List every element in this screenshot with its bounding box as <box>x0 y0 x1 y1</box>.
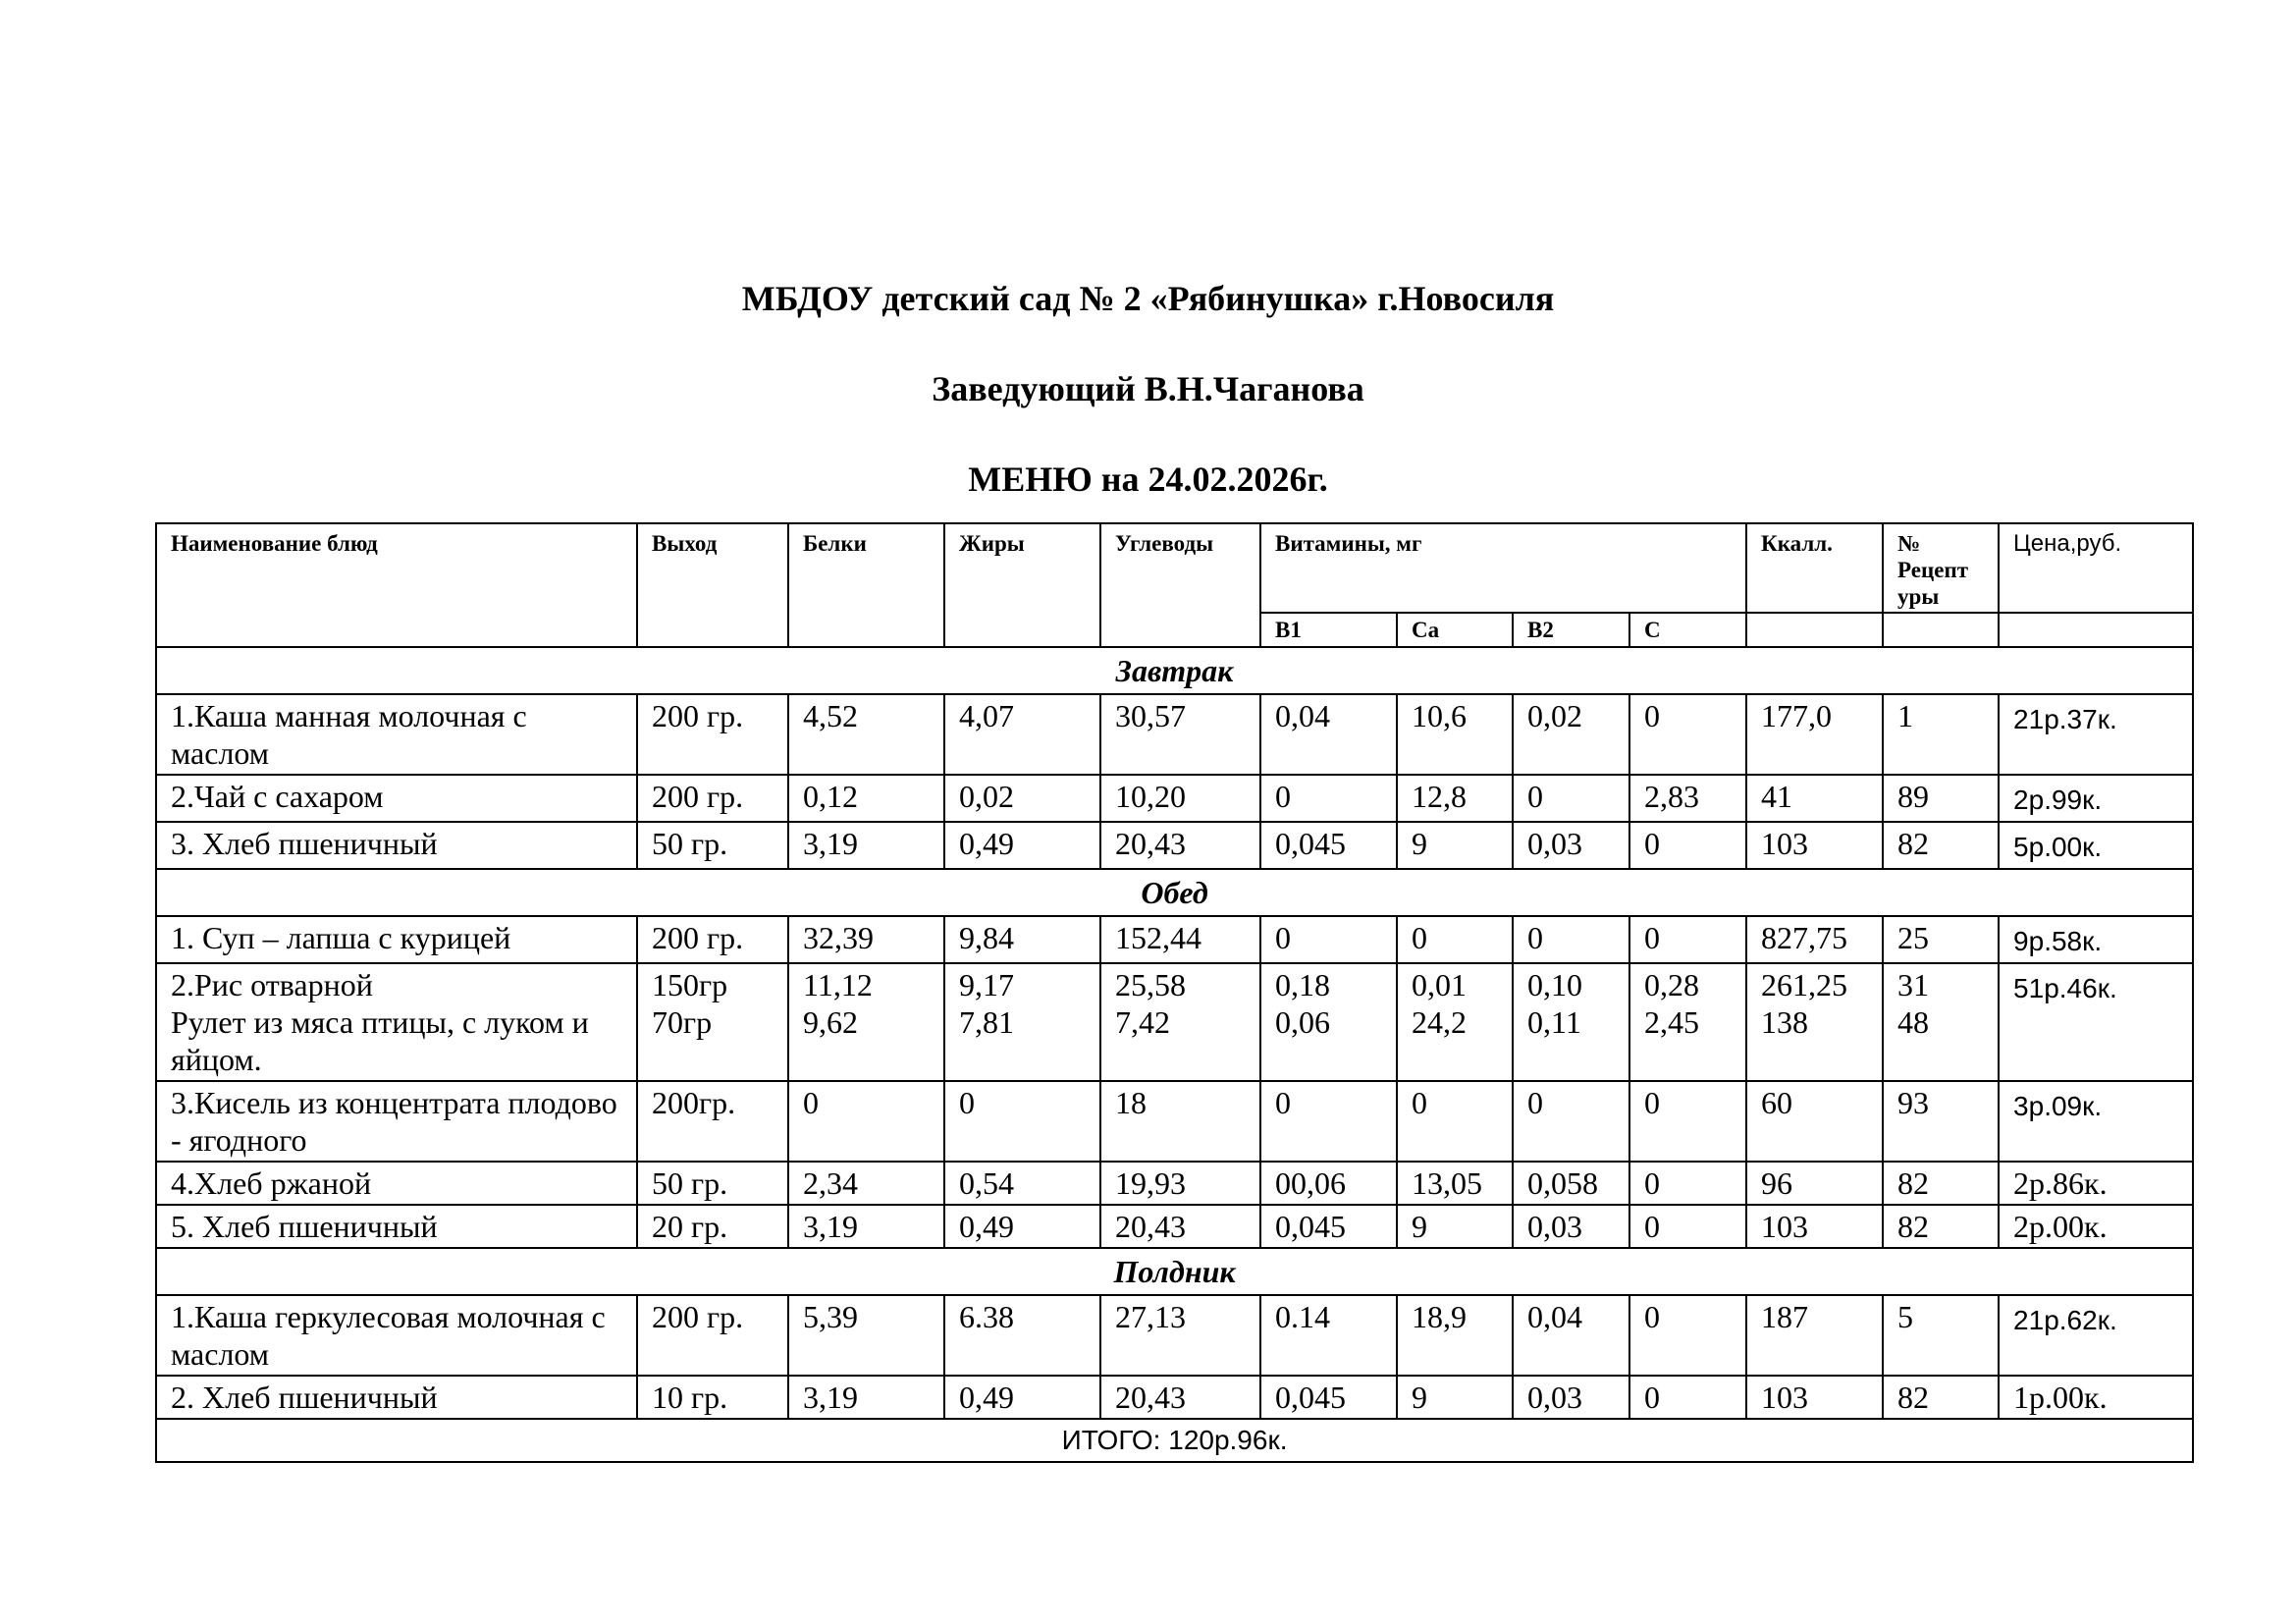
col-header-recipe: № Рецепт уры <box>1883 523 1999 613</box>
cell-line: 0,10 <box>1527 967 1582 1002</box>
cell-line: 1.Каша геркулесовая молочная с маслом <box>171 1299 606 1372</box>
cell-line: 9,17 <box>959 967 1014 1002</box>
cell-b2 <box>1513 1376 1629 1419</box>
cell-name <box>156 694 637 775</box>
cell-line: 2,45 <box>1644 1004 1699 1040</box>
cell-carbs <box>1100 963 1260 1081</box>
cell-line: 5,39 <box>803 1299 858 1334</box>
cell-line: 50 гр. <box>652 826 728 861</box>
cell-line: 0,28 <box>1644 967 1699 1002</box>
cell-line: 4,07 <box>959 698 1014 733</box>
section-title: Завтрак <box>156 647 2193 694</box>
cell-line: 0,03 <box>1527 1380 1582 1415</box>
cell-c <box>1629 822 1746 869</box>
cell-line: 20,43 <box>1115 826 1186 861</box>
cell-price: 5р.00к. <box>1999 822 2193 869</box>
cell-line: 0 <box>1527 920 1543 955</box>
cell-c <box>1629 1162 1746 1205</box>
cell-line: 24,2 <box>1412 1004 1467 1040</box>
cell-carbs <box>1100 916 1260 963</box>
cell-line: 9 <box>1412 1209 1427 1244</box>
cell-line: 10 гр. <box>652 1380 728 1415</box>
cell-line: 2.Чай с сахаром <box>171 779 384 814</box>
cell-price: 51р.46к. <box>1999 963 2193 1081</box>
cell-fat <box>944 1295 1100 1376</box>
cell-line: 187 <box>1761 1299 1809 1334</box>
cell-line: 13,05 <box>1412 1165 1482 1201</box>
cell-line: 0.14 <box>1275 1299 1330 1334</box>
cell-line: 3.Кисель из концентрата плодово - ягодного <box>171 1085 617 1158</box>
cell-line: 1. Суп – лапша с курицей <box>171 920 511 955</box>
col-header-price: Цена,руб. <box>1999 523 2193 613</box>
cell-kcal <box>1746 1376 1883 1419</box>
cell-line: 89 <box>1897 779 1930 814</box>
cell-ca <box>1397 1162 1513 1205</box>
cell-fat <box>944 775 1100 822</box>
menu-row <box>156 1376 2193 1419</box>
cell-b2 <box>1513 1295 1629 1376</box>
cell-price: 1р.00к. <box>1999 1376 2193 1419</box>
cell-name <box>156 1205 637 1248</box>
cell-recipe <box>1883 1295 1999 1376</box>
cell-b1 <box>1260 1081 1397 1162</box>
cell-output <box>637 822 788 869</box>
cell-line: 0,045 <box>1275 1209 1346 1244</box>
menu-row <box>156 1205 2193 1248</box>
cell-line: 0,12 <box>803 779 858 814</box>
org-title: МБДОУ детский сад № 2 «Рябинушка» г.Новосиля <box>741 279 1555 318</box>
cell-name <box>156 1376 637 1419</box>
section-title: Обед <box>156 869 2193 916</box>
cell-line: 2.Рис отварной <box>171 967 373 1002</box>
cell-line: 3. Хлеб пшеничный <box>171 826 438 861</box>
cell-name <box>156 1162 637 1205</box>
cell-carbs <box>1100 1376 1260 1419</box>
cell-b2 <box>1513 822 1629 869</box>
cell-line: 2,83 <box>1644 779 1699 814</box>
cell-line: 0 <box>1527 1085 1543 1120</box>
cell-c <box>1629 1295 1746 1376</box>
cell-ca <box>1397 1205 1513 1248</box>
cell-line: 0 <box>959 1085 975 1120</box>
cell-protein <box>788 916 944 963</box>
cell-price: 21р.62к. <box>1999 1295 2193 1376</box>
cell-fat <box>944 694 1100 775</box>
cell-c <box>1629 916 1746 963</box>
cell-protein <box>788 1205 944 1248</box>
cell-b1 <box>1260 1376 1397 1419</box>
cell-line: 3,19 <box>803 826 858 861</box>
col-header-price-sub <box>1999 613 2193 647</box>
cell-line: 0,49 <box>959 1209 1014 1244</box>
cell-line: 18 <box>1115 1085 1147 1120</box>
col-header-recipe-sub <box>1883 613 1999 647</box>
menu-row <box>156 1162 2193 1205</box>
cell-line: 0 <box>1644 1165 1660 1201</box>
cell-kcal <box>1746 775 1883 822</box>
cell-line: 96 <box>1761 1165 1793 1201</box>
cell-c <box>1629 775 1746 822</box>
cell-line: 261,25 <box>1761 967 1848 1002</box>
menu-table <box>155 522 2194 1463</box>
col-header-name: Наименование блюд <box>156 523 637 647</box>
cell-line: 0,11 <box>1527 1004 1581 1040</box>
menu-row <box>156 1081 2193 1162</box>
cell-protein <box>788 963 944 1081</box>
cell-recipe <box>1883 822 1999 869</box>
cell-fat <box>944 963 1100 1081</box>
col-header-ca: Са <box>1397 613 1513 647</box>
cell-fat <box>944 1081 1100 1162</box>
cell-c <box>1629 694 1746 775</box>
cell-ca <box>1397 963 1513 1081</box>
cell-price: 9р.58к. <box>1999 916 2193 963</box>
cell-b2 <box>1513 1081 1629 1162</box>
cell-line: 0,045 <box>1275 826 1346 861</box>
cell-line: 9 <box>1412 826 1427 861</box>
cell-line: 0,02 <box>1527 698 1582 733</box>
cell-output <box>637 1205 788 1248</box>
cell-price: 2р.00к. <box>1999 1205 2193 1248</box>
cell-line: 70гр <box>652 1004 713 1040</box>
cell-output <box>637 1162 788 1205</box>
cell-recipe <box>1883 1205 1999 1248</box>
menu-row <box>156 822 2193 869</box>
cell-ca <box>1397 916 1513 963</box>
cell-kcal <box>1746 694 1883 775</box>
total-row: ИТОГО: 120р.96к. <box>156 1419 2193 1462</box>
cell-line: 82 <box>1897 1380 1930 1415</box>
cell-output <box>637 1376 788 1419</box>
cell-fat <box>944 1205 1100 1248</box>
cell-line: 20,43 <box>1115 1209 1186 1244</box>
cell-name <box>156 1295 637 1376</box>
cell-c <box>1629 1376 1746 1419</box>
cell-carbs <box>1100 1295 1260 1376</box>
menu-row <box>156 694 2193 775</box>
cell-line: 60 <box>1761 1085 1793 1120</box>
cell-line: 0,18 <box>1275 967 1330 1002</box>
cell-recipe <box>1883 775 1999 822</box>
cell-line: 0 <box>1275 779 1291 814</box>
cell-line: Рулет из мяса птицы, с луком и яйцом. <box>171 1004 589 1077</box>
menu-row <box>156 916 2193 963</box>
cell-line: 5. Хлеб пшеничный <box>171 1209 438 1244</box>
cell-line: 103 <box>1761 1209 1809 1244</box>
cell-line: 6.38 <box>959 1299 1014 1334</box>
cell-line: 18,9 <box>1412 1299 1467 1334</box>
cell-ca <box>1397 775 1513 822</box>
cell-output <box>637 775 788 822</box>
cell-protein <box>788 1081 944 1162</box>
cell-output <box>637 1081 788 1162</box>
cell-name <box>156 963 637 1081</box>
cell-line: 9,62 <box>803 1004 858 1040</box>
cell-line: 0 <box>1275 920 1291 955</box>
col-header-kcal-sub <box>1746 613 1883 647</box>
section-title: Полдник <box>156 1248 2193 1295</box>
cell-line: 31 <box>1897 967 1930 1002</box>
cell-carbs <box>1100 775 1260 822</box>
cell-line: 1 <box>1897 698 1914 733</box>
menu-title: МЕНЮ на 24.02.2026г. <box>968 460 1328 499</box>
cell-line: 0,045 <box>1275 1380 1346 1415</box>
cell-price: 21р.37к. <box>1999 694 2193 775</box>
cell-line: 103 <box>1761 1380 1809 1415</box>
cell-line: 1.Каша манная молочная с маслом <box>171 698 527 771</box>
cell-b2 <box>1513 775 1629 822</box>
cell-line: 0 <box>1644 920 1660 955</box>
director-line: Заведующий В.Н.Чаганова <box>932 369 1364 408</box>
cell-fat <box>944 1376 1100 1419</box>
cell-line: 7,81 <box>959 1004 1014 1040</box>
cell-line: 11,12 <box>803 967 873 1002</box>
cell-recipe <box>1883 694 1999 775</box>
cell-line: 25 <box>1897 920 1930 955</box>
cell-recipe <box>1883 1081 1999 1162</box>
cell-price: 2р.86к. <box>1999 1162 2193 1205</box>
cell-line: 0,04 <box>1527 1299 1582 1334</box>
cell-line: 0,02 <box>959 779 1014 814</box>
cell-line: 0,06 <box>1275 1004 1330 1040</box>
cell-line: 0,04 <box>1275 698 1330 733</box>
cell-output <box>637 1295 788 1376</box>
col-header-b1: В1 <box>1260 613 1397 647</box>
cell-line: 4,52 <box>803 698 858 733</box>
cell-line: 152,44 <box>1115 920 1201 955</box>
cell-line: 82 <box>1897 1165 1930 1201</box>
col-header-protein: Белки <box>788 523 944 647</box>
cell-line: 30,57 <box>1115 698 1186 733</box>
menu-row <box>156 775 2193 822</box>
cell-line: 200 гр. <box>652 920 744 955</box>
cell-line: 93 <box>1897 1085 1930 1120</box>
cell-line: 27,13 <box>1115 1299 1186 1334</box>
cell-carbs <box>1100 694 1260 775</box>
cell-line: 19,93 <box>1115 1165 1186 1201</box>
cell-protein <box>788 1295 944 1376</box>
cell-protein <box>788 694 944 775</box>
cell-name <box>156 822 637 869</box>
col-header-kcal: Ккалл. <box>1746 523 1883 613</box>
col-header-b2: В2 <box>1513 613 1629 647</box>
cell-recipe <box>1883 916 1999 963</box>
cell-c <box>1629 1205 1746 1248</box>
cell-b1 <box>1260 694 1397 775</box>
cell-kcal <box>1746 822 1883 869</box>
cell-recipe <box>1883 963 1999 1081</box>
cell-line: 2. Хлеб пшеничный <box>171 1380 438 1415</box>
cell-b2 <box>1513 694 1629 775</box>
cell-line: 48 <box>1897 1004 1930 1040</box>
cell-fat <box>944 822 1100 869</box>
cell-line: 0 <box>1644 826 1660 861</box>
cell-line: 41 <box>1761 779 1793 814</box>
cell-line: 0 <box>803 1085 819 1120</box>
cell-kcal <box>1746 1295 1883 1376</box>
cell-ca <box>1397 1295 1513 1376</box>
cell-line: 10,20 <box>1115 779 1186 814</box>
cell-name <box>156 916 637 963</box>
cell-line: 3,19 <box>803 1380 858 1415</box>
cell-line: 82 <box>1897 826 1930 861</box>
cell-line: 200 гр. <box>652 779 744 814</box>
cell-line: 4.Хлеб ржаной <box>171 1165 372 1201</box>
cell-line: 3,19 <box>803 1209 858 1244</box>
cell-b1 <box>1260 1205 1397 1248</box>
cell-price: 2р.99к. <box>1999 775 2193 822</box>
cell-b1 <box>1260 1295 1397 1376</box>
cell-name <box>156 1081 637 1162</box>
cell-b1 <box>1260 963 1397 1081</box>
cell-line: 0 <box>1275 1085 1291 1120</box>
col-header-output: Выход <box>637 523 788 647</box>
cell-output <box>637 694 788 775</box>
cell-line: 177,0 <box>1761 698 1833 733</box>
cell-line: 200 гр. <box>652 1299 744 1334</box>
cell-line: 20 гр. <box>652 1209 728 1244</box>
cell-price: 3р.09к. <box>1999 1081 2193 1162</box>
cell-ca <box>1397 1376 1513 1419</box>
cell-b1 <box>1260 916 1397 963</box>
cell-line: 0 <box>1644 1085 1660 1120</box>
cell-b1 <box>1260 822 1397 869</box>
menu-row <box>156 963 2193 1081</box>
cell-carbs <box>1100 822 1260 869</box>
cell-kcal <box>1746 963 1883 1081</box>
cell-line: 150гр <box>652 967 728 1002</box>
cell-ca <box>1397 694 1513 775</box>
cell-protein <box>788 1162 944 1205</box>
cell-c <box>1629 963 1746 1081</box>
cell-kcal <box>1746 916 1883 963</box>
cell-ca <box>1397 822 1513 869</box>
cell-line: 0,49 <box>959 826 1014 861</box>
cell-line: 0,03 <box>1527 1209 1582 1244</box>
cell-fat <box>944 1162 1100 1205</box>
cell-line: 82 <box>1897 1209 1930 1244</box>
cell-line: 200гр. <box>652 1085 736 1120</box>
cell-line: 12,8 <box>1412 779 1467 814</box>
cell-line: 0,01 <box>1412 967 1467 1002</box>
cell-line: 50 гр. <box>652 1165 728 1201</box>
cell-line: 827,75 <box>1761 920 1848 955</box>
cell-b1 <box>1260 1162 1397 1205</box>
cell-carbs <box>1100 1081 1260 1162</box>
cell-line: 200 гр. <box>652 698 744 733</box>
cell-line: 00,06 <box>1275 1165 1346 1201</box>
cell-carbs <box>1100 1205 1260 1248</box>
cell-line: 5 <box>1897 1299 1914 1334</box>
cell-line: 2,34 <box>803 1165 858 1201</box>
cell-kcal <box>1746 1081 1883 1162</box>
cell-protein <box>788 1376 944 1419</box>
cell-line: 0 <box>1644 1209 1660 1244</box>
cell-c <box>1629 1081 1746 1162</box>
cell-output <box>637 963 788 1081</box>
cell-line: 0,058 <box>1527 1165 1598 1201</box>
cell-protein <box>788 822 944 869</box>
cell-name <box>156 775 637 822</box>
cell-line: 9 <box>1412 1380 1427 1415</box>
col-header-carbs: Углеводы <box>1100 523 1260 647</box>
col-header-c: С <box>1629 613 1746 647</box>
cell-kcal <box>1746 1162 1883 1205</box>
cell-kcal <box>1746 1205 1883 1248</box>
cell-line: 32,39 <box>803 920 874 955</box>
cell-line: 0,03 <box>1527 826 1582 861</box>
cell-line: 0 <box>1644 1380 1660 1415</box>
cell-line: 0 <box>1412 1085 1427 1120</box>
cell-line: 0 <box>1644 1299 1660 1334</box>
cell-line: 0,54 <box>959 1165 1014 1201</box>
cell-b2 <box>1513 1162 1629 1205</box>
cell-line: 7,42 <box>1115 1004 1170 1040</box>
cell-line: 138 <box>1761 1004 1809 1040</box>
cell-b2 <box>1513 916 1629 963</box>
cell-recipe <box>1883 1162 1999 1205</box>
cell-line: 0 <box>1644 698 1660 733</box>
cell-line: 0 <box>1527 779 1543 814</box>
col-header-vitamins: Витамины, мг <box>1260 523 1746 613</box>
cell-protein <box>788 775 944 822</box>
cell-b1 <box>1260 775 1397 822</box>
cell-b2 <box>1513 1205 1629 1248</box>
cell-recipe <box>1883 1376 1999 1419</box>
cell-line: 0 <box>1412 920 1427 955</box>
cell-line: 10,6 <box>1412 698 1467 733</box>
cell-carbs <box>1100 1162 1260 1205</box>
cell-line: 9,84 <box>959 920 1014 955</box>
cell-line: 25,58 <box>1115 967 1186 1002</box>
cell-fat <box>944 916 1100 963</box>
cell-line: 0,49 <box>959 1380 1014 1415</box>
cell-line: 20,43 <box>1115 1380 1186 1415</box>
cell-output <box>637 916 788 963</box>
cell-b2 <box>1513 963 1629 1081</box>
cell-ca <box>1397 1081 1513 1162</box>
cell-line: 103 <box>1761 826 1809 861</box>
col-header-fat: Жиры <box>944 523 1100 647</box>
menu-row <box>156 1295 2193 1376</box>
